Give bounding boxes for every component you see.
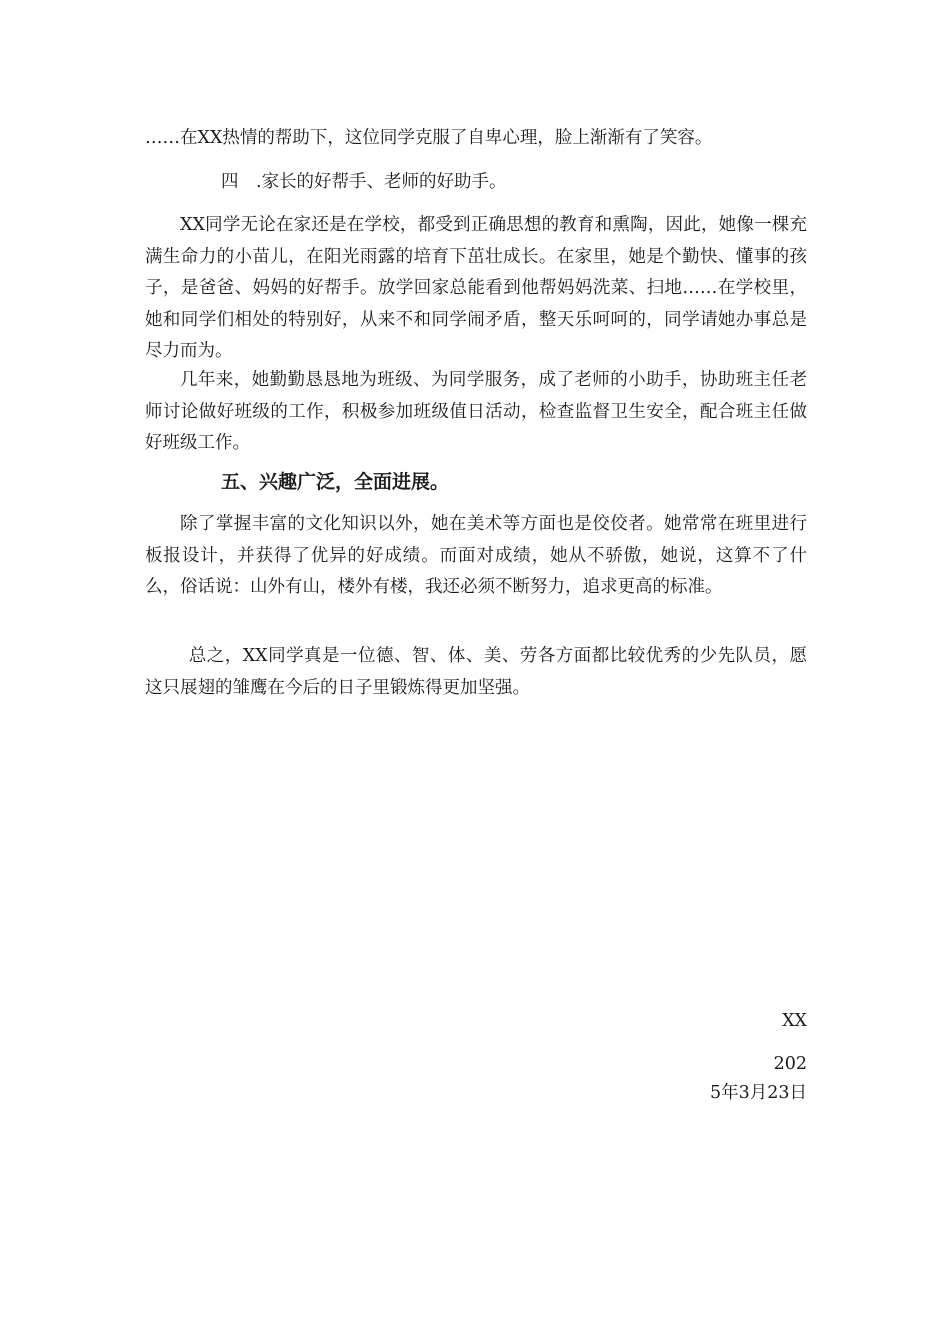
section-4-title: 四 .家长的好帮手、老师的好助手。 xyxy=(221,172,507,192)
paragraph-home: XX同学无论在家还是在学校，都受到正确思想的教育和熏陶，因此，她像一棵充满生命力的小苗儿，在阳光雨露的培育下茁壮成长。在家里，她是个勤快、懂事的孩子，是爸爸、妈妈的好帮手。放学回家总能看到他帮妈妈洗菜、扫地……在学校里，她和同学们相处的特别好，从来不和同学闹矛盾，整天乐呵呵的，同学请她办事总是尽力而为。 xyxy=(145,215,807,361)
signature: XX xyxy=(782,1011,807,1031)
paragraph-interest: 除了掌握丰富的文化知识以外，她在美术等方面也是佼佼者。她常常在班里进行板报设计，并获得了优异的好成绩。而面对成绩，她从不骄傲，她说，这算不了什么，俗话说：山外有山，楼外有楼，我还必须不断努力，追求更高的标准。 xyxy=(145,514,807,597)
paragraph-helper: 几年来，她勤勤恳恳地为班级、为同学服务，成了老师的小助手，协助班主任老师讨论做好班级的工作，积极参加班级值日活动，检查监督卫生安全，配合班主任做好班级工作。 xyxy=(145,370,807,453)
date-year-part: 202 xyxy=(773,1054,807,1074)
paragraph-continuation: ……在XX热情的帮助下，这位同学克服了自卑心理，脸上渐渐有了笑容。 xyxy=(145,128,713,148)
section-5-title: 五、兴趣广泛，全面进展。 xyxy=(221,471,450,493)
paragraph-summary: 总之，XX同学真是一位德、智、体、美、劳各方面都比较优秀的少先队员，愿这只展翅的雏鹰在今后的日子里锻炼得更加坚强。 xyxy=(145,646,807,698)
date: 5年3月23日 xyxy=(709,1083,807,1103)
